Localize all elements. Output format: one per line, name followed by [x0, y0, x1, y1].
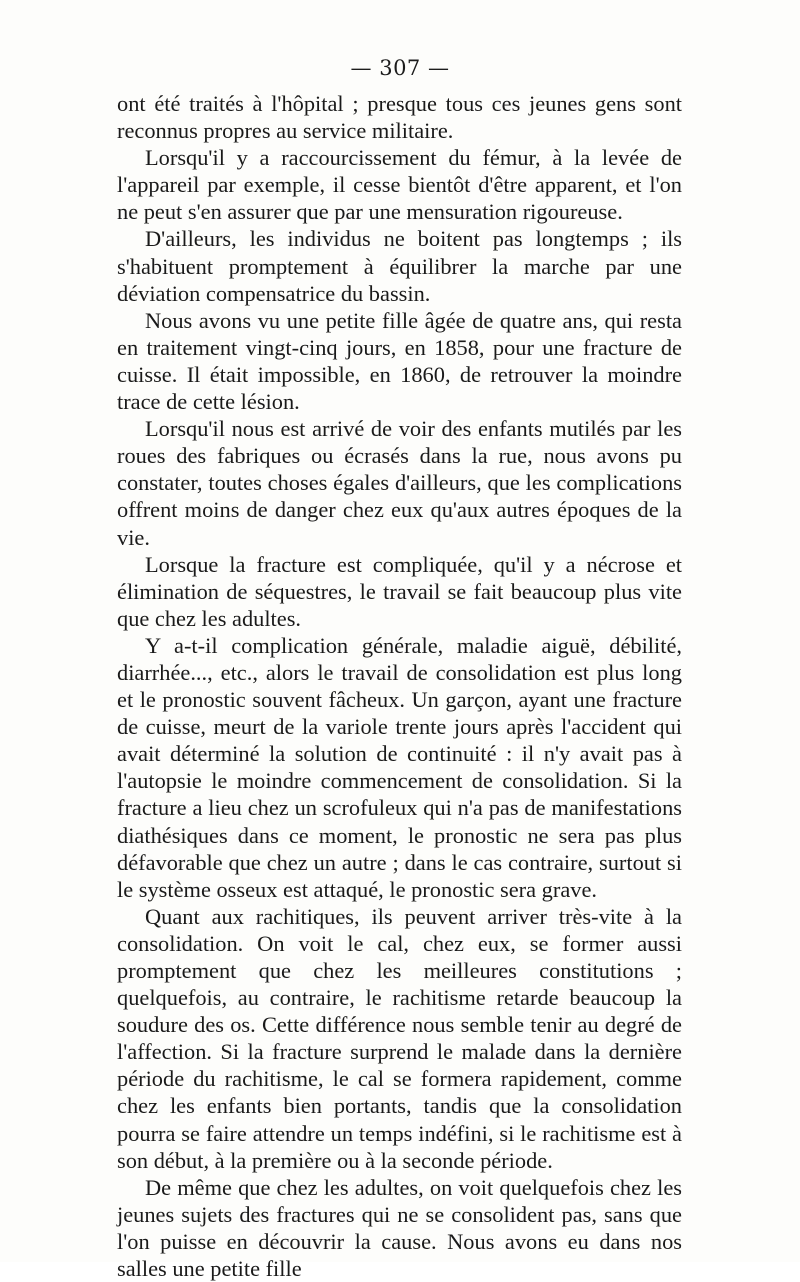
paragraph-2: Lorsqu'il y a raccourcissement du fémur, à la levée de l'appareil par exemple, il cesse bientôt d'être apparent, et l'on ne peut s'en assurer que par une mensuration rigoureuse. — [117, 145, 682, 225]
paragraph-8: Quant aux rachitiques, ils peuvent arriver très-vite à la consolidation. On voit le cal, chez eux, se former aussi promptement que chez les meilleures constitutions ; quelquefois, au contraire, le rachitisme retarde beaucoup la soudure des os. Cette différence nous semble tenir au degré de l'affection. Si la fracture surprend le malade dans la dernière période du rachitisme, le cal se formera rapidement, comme chez les enfants bien portants, tandis que la consolidation pourra se faire attendre un temps indéfini, si le rachitisme est à son début, à la première ou à la seconde période. — [117, 903, 682, 1173]
paragraph-6: Lorsque la fracture est compliquée, qu'il y a nécrose et élimination de séquestres, le travail se fait beaucoup plus vite que chez les adultes. — [117, 551, 682, 631]
body-text — [117, 90, 682, 1282]
paragraph-5: Lorsqu'il nous est arrivé de voir des enfants mutilés par les roues des fabriques ou écrasés dans la rue, nous avons pu constater, toutes choses égales d'ailleurs, que les complications offrent moins de danger chez eux qu'aux autres époques de la vie. — [117, 416, 682, 550]
paragraph-9: De même que chez les adultes, on voit quelquefois chez les jeunes sujets des fractures qui ne se consolident pas, sans que l'on puisse en découvrir la cause. Nous avons eu dans nos salles une petite fille — [117, 1174, 682, 1282]
page-number: — 307 — — [350, 56, 450, 80]
paragraph-1: ont été traités à l'hôpital ; presque tous ces jeunes gens sont reconnus propres au service militaire. — [117, 91, 682, 144]
paragraph-3: D'ailleurs, les individus ne boitent pas longtemps ; ils s'habituent promptement à équilibrer la marche par une déviation compensatrice du bassin. — [117, 226, 682, 306]
paragraph-7: Y a-t-il complication générale, maladie aiguë, débilité, diarrhée..., etc., alors le travail de consolidation est plus long et le pronostic souvent fâcheux. Un garçon, ayant une fracture de cuisse, meurt de la variole trente jours après l'accident qui avait déterminé la solution de continuité : il n'y avait pas à l'autopsie le moindre commencement de consolidation. Si la fracture a lieu chez un scrofuleux qui n'a pas de manifestations diathésiques dans ce moment, le pronostic ne sera pas plus défavorable que chez un autre ; dans le cas contraire, surtout si le système osseux est attaqué, le pronostic sera grave. — [117, 632, 682, 902]
paragraph-4: Nous avons vu une petite fille âgée de quatre ans, qui resta en traitement vingt-cinq jours, en 1858, pour une fracture de cuisse. Il était impossible, en 1860, de retrouver la moindre trace de cette lésion. — [117, 307, 682, 415]
